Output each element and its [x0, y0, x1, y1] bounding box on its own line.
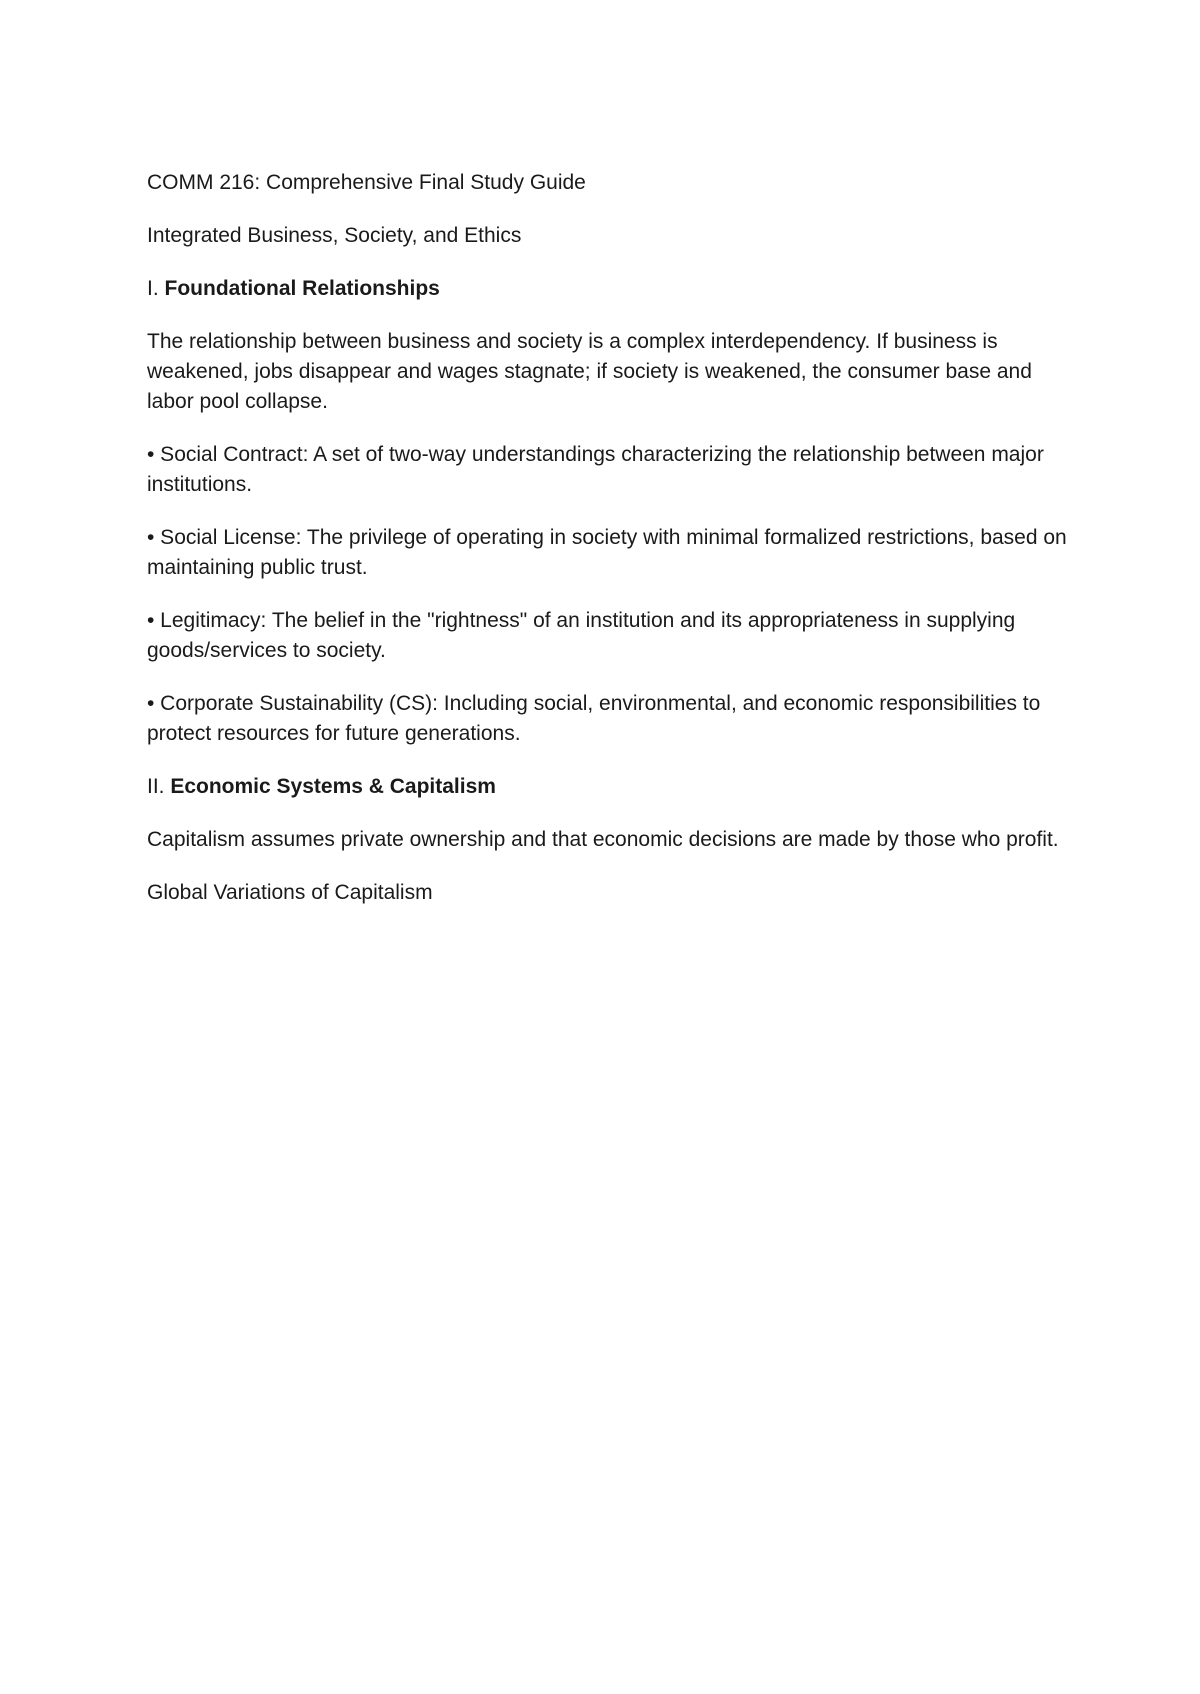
bullet-legitimacy: • Legitimacy: The belief in the "rightness" of an institution and its appropriateness in supplying goods/services to society.	[147, 609, 1016, 662]
section-number: II.	[147, 775, 171, 798]
section-title: Economic Systems & Capitalism	[170, 775, 496, 798]
document-page	[147, 168, 1067, 931]
bullet-social-contract: • Social Contract: A set of two-way understandings characterizing the relationship between major institutions.	[147, 443, 1044, 496]
document-title: COMM 216: Comprehensive Final Study Guide	[147, 171, 586, 194]
subsection-heading: Global Variations of Capitalism	[147, 881, 433, 904]
section-title: Foundational Relationships	[164, 277, 440, 300]
section-heading-economic-systems	[147, 772, 1067, 802]
section-heading-foundational	[147, 274, 1067, 304]
document-subtitle: Integrated Business, Society, and Ethics	[147, 224, 522, 247]
section-intro-paragraph: The relationship between business and society is a complex interdependency. If business is weakened, jobs disappear and wages stagnate; if society is weakened, the consumer base and labor pool collapse.	[147, 330, 1032, 413]
bullet-corporate-sustainability: • Corporate Sustainability (CS): Including social, environmental, and economic responsibilities to protect resources for future generations.	[147, 692, 1041, 745]
bullet-social-license: • Social License: The privilege of operating in society with minimal formalized restrictions, based on maintaining public trust.	[147, 526, 1067, 579]
section-number: I.	[147, 277, 165, 300]
section-intro-paragraph: Capitalism assumes private ownership and that economic decisions are made by those who profit.	[147, 828, 1059, 851]
